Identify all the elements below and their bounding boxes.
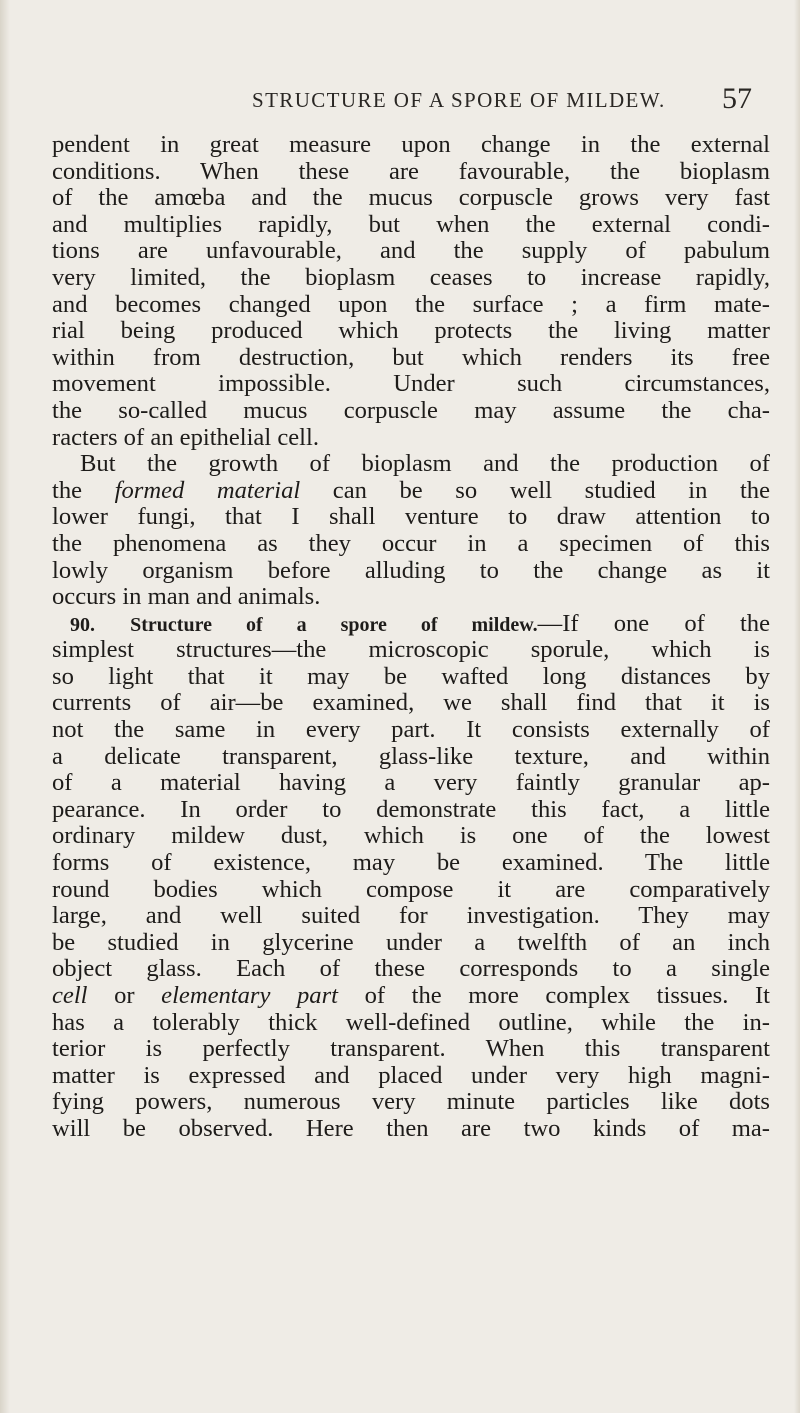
text-line: racters of an epithelial cell. xyxy=(52,423,319,451)
text-line: will be observed. Here then are two kinds of ma- xyxy=(52,1114,770,1142)
text-line: not the same in every part. It consists externally of xyxy=(52,716,770,744)
text-line: terior is perfectly transparent. When this transparent xyxy=(52,1035,770,1063)
text-line: occurs in man and animals. xyxy=(52,583,321,611)
text-line: very limited, the bioplasm ceases to increase rapidly, xyxy=(52,263,770,291)
text-line: of a material having a very faintly granular ap- xyxy=(52,769,770,797)
text-line: be studied in glycerine under a twelfth of an inch xyxy=(52,928,770,956)
text-fragment: —If one of the xyxy=(537,609,771,637)
page-gutter-shadow xyxy=(0,0,10,1413)
text-line: and becomes changed upon the surface ; a firm mate- xyxy=(52,290,770,318)
text-line: lower fungi, that I shall venture to draw attention to xyxy=(52,503,770,531)
italic-term: elementary part xyxy=(161,982,338,1009)
section-heading-line xyxy=(52,611,770,638)
text-line: forms of existence, may be examined. The little xyxy=(52,849,770,877)
text-line: ordinary mildew dust, which is one of the lowest xyxy=(52,822,770,850)
text-line: large, and well suited for investigation. They may xyxy=(52,902,770,930)
text-fragment: or xyxy=(87,982,162,1009)
page-number: 57 xyxy=(722,82,752,115)
text-line: has a tolerably thick well-defined outline, while the in- xyxy=(52,1008,770,1036)
text-line: pearance. In order to demonstrate this fact, a little xyxy=(52,795,770,823)
text-line: conditions. When these are favourable, the bioplasm xyxy=(52,157,770,185)
text-line: fying powers, numerous very minute particles like dots xyxy=(52,1088,770,1116)
text-line: lowly organism before alluding to the change as it xyxy=(52,556,770,584)
text-line: But the growth of bioplasm and the production of xyxy=(80,450,770,478)
text-line: rial being produced which protects the living matter xyxy=(52,317,770,345)
running-title: STRUCTURE OF A SPORE OF MILDEW. xyxy=(252,88,666,112)
running-head xyxy=(252,82,752,118)
italic-term: formed material xyxy=(114,476,301,504)
body-text xyxy=(52,132,770,1143)
text-line: currents of air—be examined, we shall find that it is xyxy=(52,689,770,717)
text-fragment: can be so well studied in the xyxy=(300,476,770,504)
text-line: round bodies which compose it are comparatively xyxy=(52,875,770,903)
text-line: matter is expressed and placed under very high magni- xyxy=(52,1061,770,1089)
text-line: a delicate transparent, glass-like texture, and within xyxy=(52,742,770,770)
text-line: movement impossible. Under such circumstances, xyxy=(52,370,770,398)
page-edge-shadow xyxy=(794,0,800,1413)
text-line xyxy=(52,478,770,505)
text-line: pendent in great measure upon change in the external xyxy=(52,131,770,158)
italic-term: cell xyxy=(52,982,88,1009)
text-line: and multiplies rapidly, but when the external condi- xyxy=(52,210,770,238)
text-line: tions are unfavourable, and the supply of pabulum xyxy=(52,237,770,265)
text-line: within from destruction, but which renders its free xyxy=(52,343,770,371)
text-fragment: the xyxy=(52,476,115,504)
text-line: the so-called mucus corpuscle may assume the cha- xyxy=(52,396,770,424)
text-line: so light that it may be wafted long distances by xyxy=(52,662,770,690)
text-fragment: of the more complex tissues. It xyxy=(338,982,770,1009)
text-line: object glass. Each of these corresponds to a single xyxy=(52,955,770,983)
text-line: the phenomena as they occur in a specimen of this xyxy=(52,529,770,557)
text-line xyxy=(52,983,770,1010)
text-line: of the amœba and the mucus corpuscle grows very fast xyxy=(52,184,770,212)
text-line: simplest structures—the microscopic sporule, which is xyxy=(52,636,770,664)
section-number: 90. xyxy=(70,613,95,636)
section-title: Structure of a spore of mildew. xyxy=(130,613,538,636)
